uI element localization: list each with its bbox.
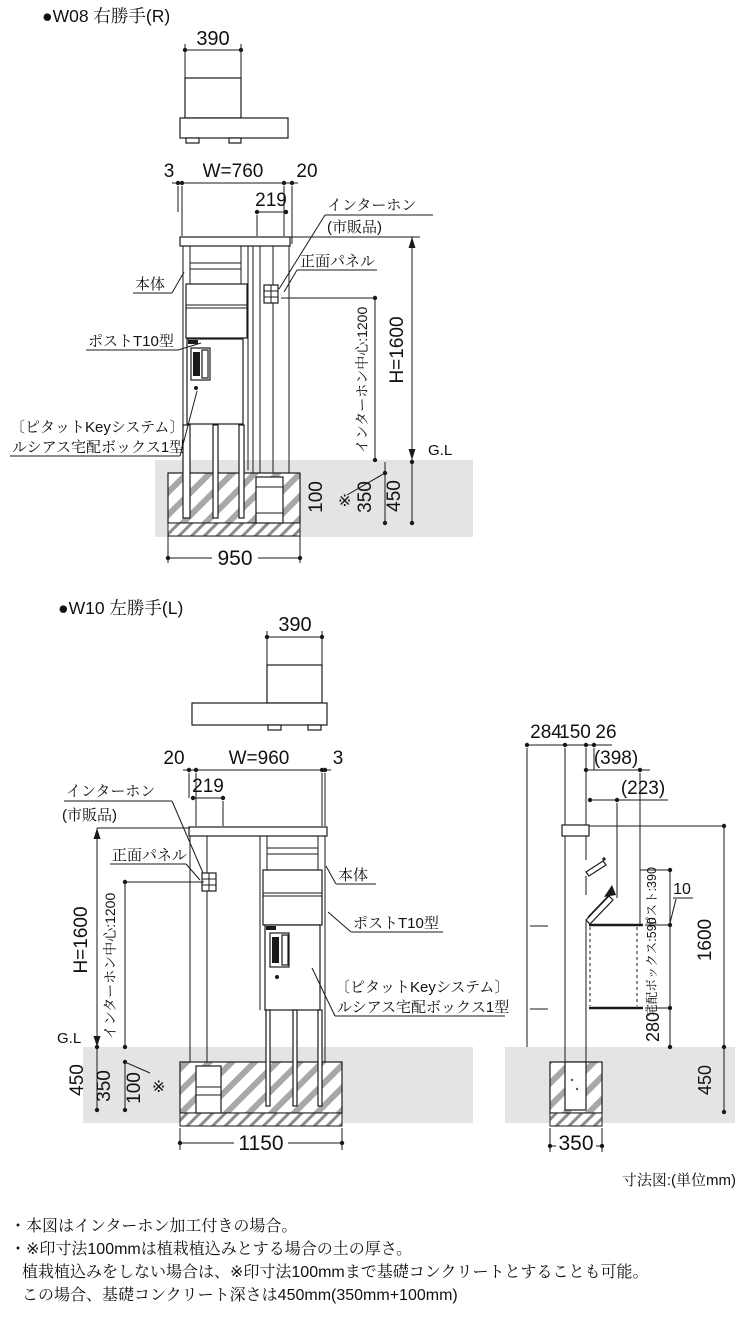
w08-dim-base-950: 950 xyxy=(217,547,253,570)
w08-dim-219: 219 xyxy=(255,190,287,211)
w08-plan-view xyxy=(180,28,288,143)
w10-plan-width-dim: 390 xyxy=(278,614,312,636)
w10-ground-level-label: G.L xyxy=(57,1030,82,1047)
side-foundation-gravel xyxy=(550,1113,602,1126)
w10-dim-height: H=1600 xyxy=(71,906,92,974)
w10-dim-3: 3 xyxy=(332,748,344,769)
side-dim-height-1600: 1600 xyxy=(695,918,716,962)
side-dim-foundation-450: 450 xyxy=(695,1064,715,1096)
w08-ground-level-label: G.L xyxy=(428,442,453,459)
side-dim-26: 26 xyxy=(595,722,617,743)
notes xyxy=(10,1217,648,1304)
w08-dim-height: H=1600 xyxy=(387,316,408,384)
w08-post-t10 xyxy=(186,284,247,338)
w10-label-interphone-note: (市販品) xyxy=(62,807,117,824)
w08-plan-width-dim: 390 xyxy=(196,28,230,50)
note-line-4: この場合、基礎コンクリート深さは450mm(350mm+100mm) xyxy=(22,1287,458,1304)
w08-view xyxy=(10,6,473,570)
w10-title: ●W10 左勝手(L) xyxy=(58,598,184,618)
w08-label-delivery-box: ルシアス宅配ボックス1型 xyxy=(12,439,185,456)
w10-dim-embed-350: 350 xyxy=(94,1070,115,1102)
note-line-2: ・※印寸法100mmは植栽植込みとする場合の土の厚さ。 xyxy=(10,1241,413,1258)
w10-dim-soil-100: 100 xyxy=(124,1072,145,1104)
w08-label-front-panel: 正面パネル xyxy=(300,253,376,270)
w10-plan-view xyxy=(192,614,327,730)
w10-label-interphone: インターホン xyxy=(66,783,156,800)
w10-dim-219: 219 xyxy=(192,776,224,797)
w10-dim-foundation-450: 450 xyxy=(67,1064,88,1096)
side-dim-box-590: 宅配ボックス:590 xyxy=(645,917,659,1017)
note-line-3: 植栽植込みをしない場合は、※印寸法100mmまで基礎コンクリートとすることも可能。 xyxy=(22,1264,649,1281)
w10-post-t10 xyxy=(263,870,322,925)
w08-label-interphone: インターホン xyxy=(327,197,417,214)
w08-dim-w760: W=760 xyxy=(202,161,264,182)
w10-dim-w960: W=960 xyxy=(228,748,290,769)
w08-label-key-system: 〔ピタットKeyシステム〕 xyxy=(10,419,185,436)
w10-label-body: 本体 xyxy=(338,867,369,884)
w10-front-view xyxy=(180,827,342,1126)
side-dim-post-390: ポスト:390 xyxy=(645,867,659,929)
w10-view xyxy=(57,598,509,1155)
w08-dim-20: 20 xyxy=(296,161,318,182)
w08-title: ●W08 右勝手(R) xyxy=(42,6,171,26)
w08-front-view xyxy=(168,237,300,536)
w10-soil-mark: ※ xyxy=(152,1079,166,1096)
w08-dim-foundation-450: 450 xyxy=(384,480,405,512)
side-bottom-dims xyxy=(548,1128,604,1155)
w08-label-interphone-note: (市販品) xyxy=(327,219,382,236)
side-dim-base-350: 350 xyxy=(558,1132,594,1155)
w08-soil-mark: ※ xyxy=(338,493,352,510)
side-dim-284: 284 xyxy=(530,722,562,743)
w08-label-post-t10: ポストT10型 xyxy=(88,333,174,350)
side-view xyxy=(505,722,735,1155)
side-dim-150: 150 xyxy=(559,722,591,743)
units-caption: 寸法図:(単位mm) xyxy=(621,1172,736,1189)
w10-label-delivery-box: ルシアス宅配ボックス1型 xyxy=(337,999,510,1016)
side-dim-280: 280 xyxy=(643,1011,663,1043)
side-dim-223: (223) xyxy=(620,778,666,799)
w10-dim-base-1150: 1150 xyxy=(238,1132,284,1155)
w08-dim-soil-100: 100 xyxy=(306,481,327,513)
w10-label-front-panel: 正面パネル xyxy=(112,847,188,864)
w08-foundation-gravel xyxy=(168,523,300,536)
w10-label-post-t10: ポストT10型 xyxy=(353,915,439,932)
w10-dim-interphone-center: インターホン中心:1200 xyxy=(102,892,118,1040)
side-dim-gap-10: 10 xyxy=(673,881,691,898)
w10-foundation-gravel xyxy=(180,1113,342,1126)
w08-dim-embed-350: 350 xyxy=(355,481,376,513)
side-dim-398: (398) xyxy=(593,748,639,769)
w10-front-top-dims xyxy=(163,748,343,826)
note-line-1: ・本図はインターホン加工付きの場合。 xyxy=(10,1218,298,1235)
w08-front-top-dims xyxy=(164,161,318,244)
w08-label-body: 本体 xyxy=(135,276,166,293)
w08-intercom xyxy=(264,285,278,303)
w08-dim-interphone-center: インターホン中心:1200 xyxy=(354,306,370,454)
w10-label-key-system: 〔ピタットKeyシステム〕 xyxy=(335,979,510,996)
w08-dim-3: 3 xyxy=(163,161,175,182)
w10-dim-20: 20 xyxy=(163,748,185,769)
w10-intercom xyxy=(202,873,216,891)
